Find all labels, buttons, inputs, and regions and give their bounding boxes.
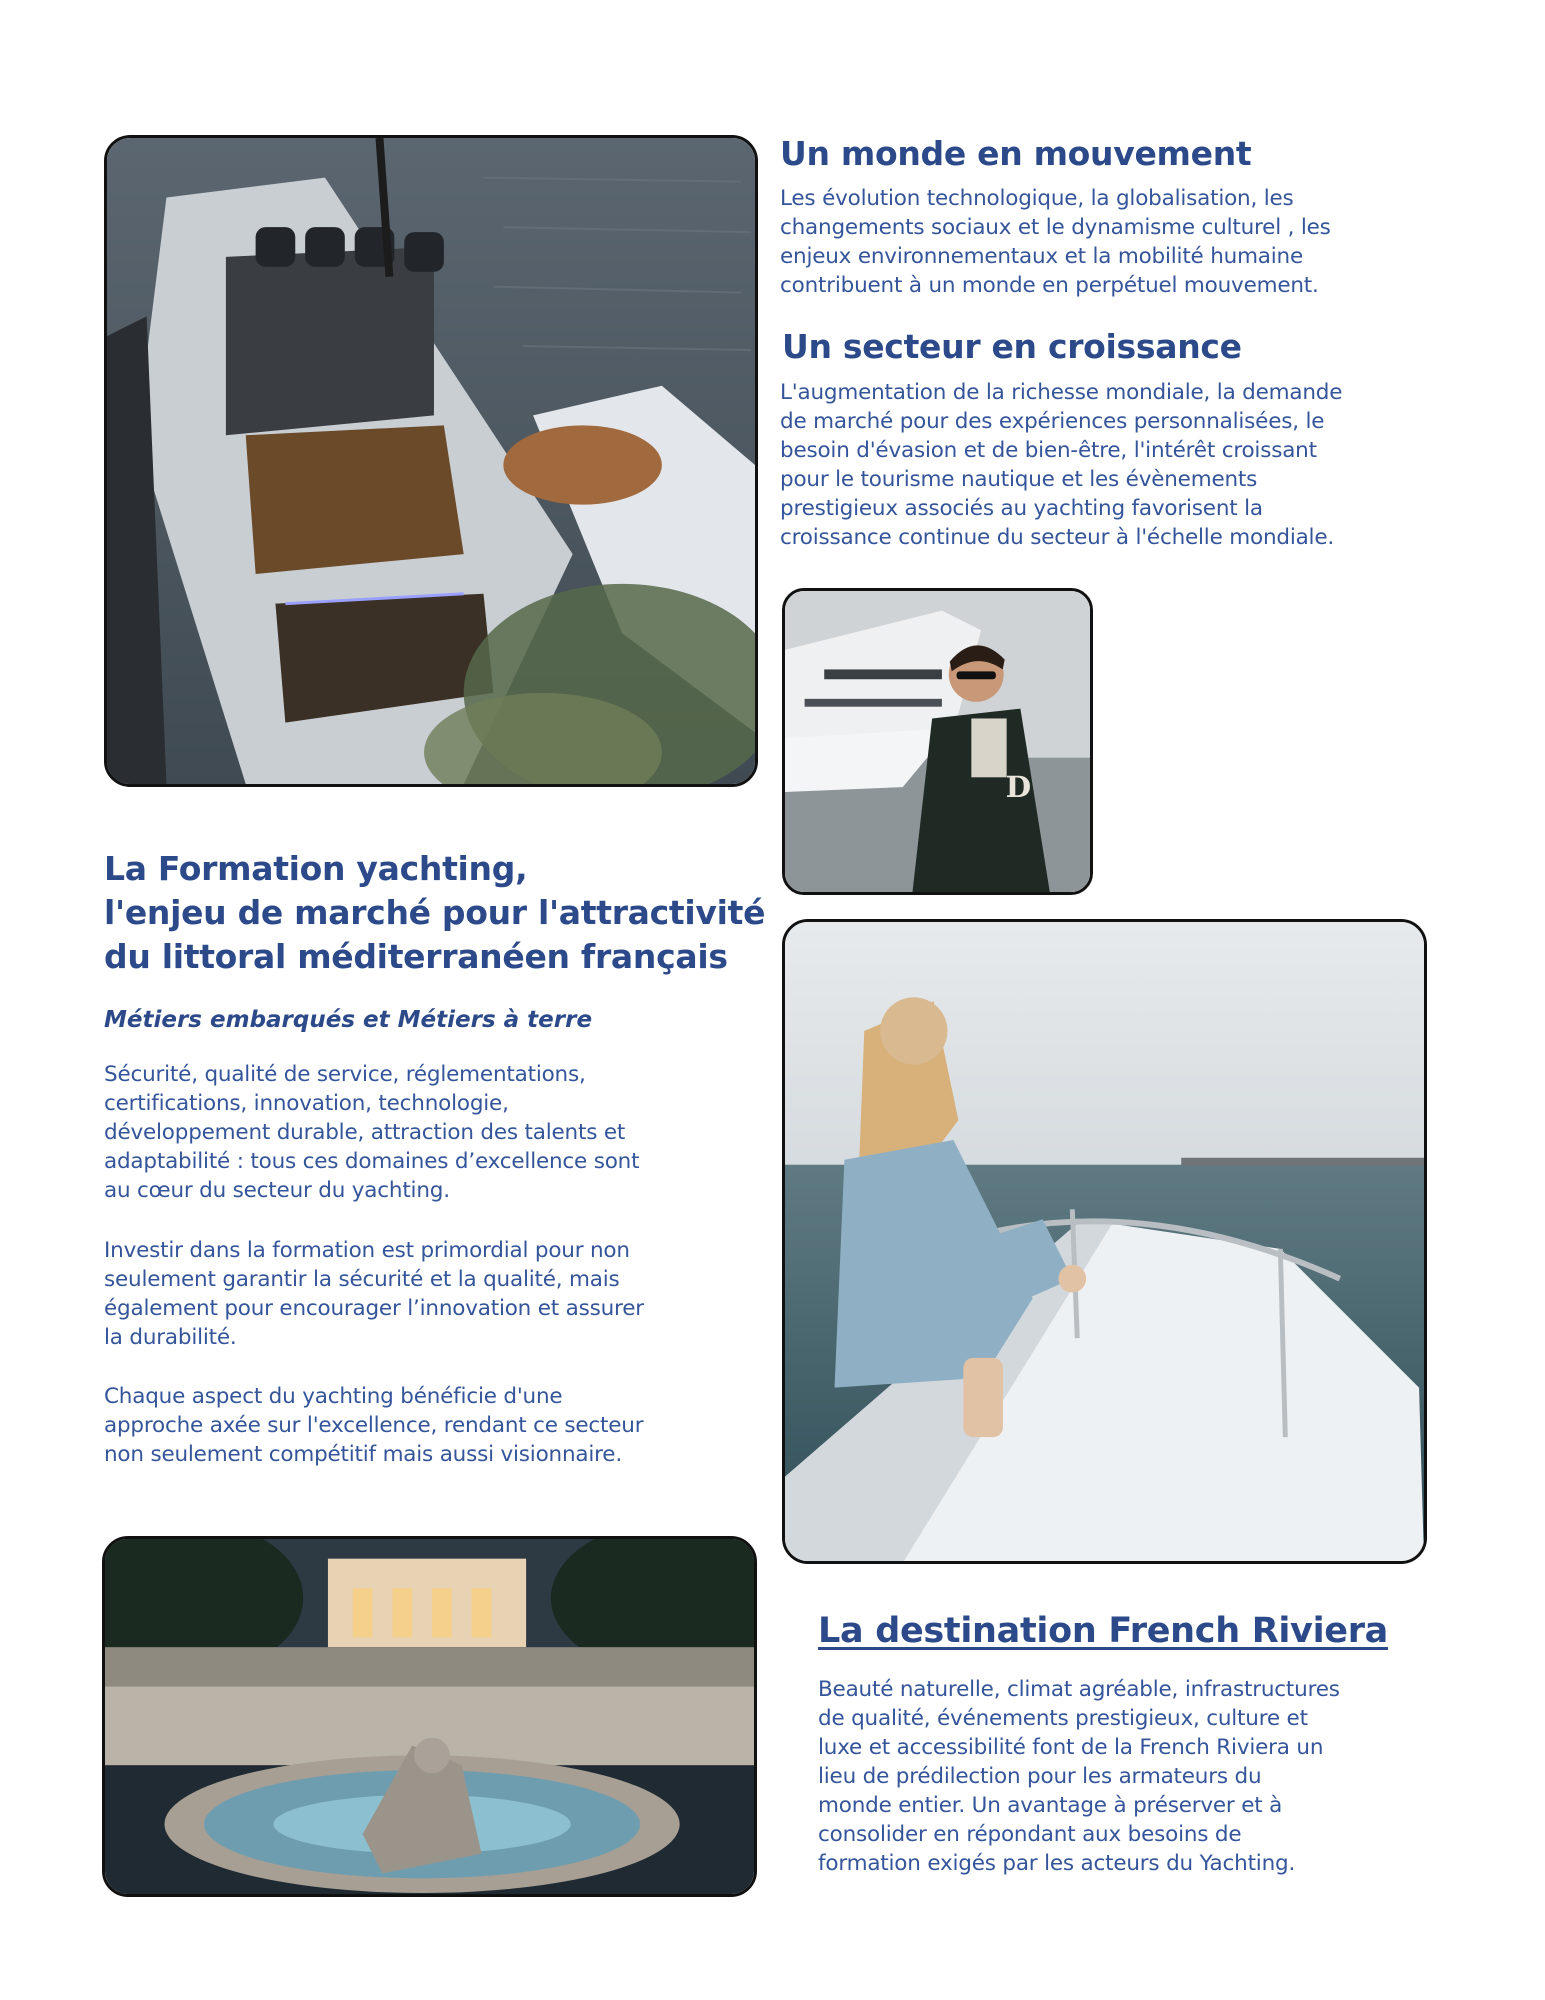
formation-line: Chaque aspect du yachting bénéficie d'une: [104, 1384, 563, 1409]
formation-line: non seulement compétitif mais aussi visionnaire.: [104, 1442, 622, 1467]
riviera-line: luxe et accessibilité font de la French Riviera un: [818, 1735, 1324, 1760]
monde-paragraph: [780, 184, 1331, 300]
formation-title: [104, 847, 765, 979]
formation-line: Sécurité, qualité de service, réglementations,: [104, 1062, 586, 1087]
formation-paragraph-1: [104, 1060, 639, 1205]
monde-line: enjeux environnementaux et la mobilité humaine: [780, 244, 1304, 269]
formation-line: également pour encourager l’innovation et assurer: [104, 1296, 644, 1321]
formation-line: seulement garantir la sécurité et la qualité, mais: [104, 1267, 620, 1292]
riviera-paragraph: [818, 1675, 1340, 1878]
riviera-line: Beauté naturelle, climat agréable, infrastructures: [818, 1677, 1340, 1702]
formation-paragraph-3: [104, 1382, 643, 1469]
riviera-line: consolider en répondant aux besoins de: [818, 1822, 1242, 1847]
woman-boat-photo: [782, 919, 1427, 1564]
yacht-photo: [104, 135, 758, 787]
riviera-line: lieu de prédilection pour les armateurs du: [818, 1764, 1262, 1789]
formation-subtitle: Métiers embarqués et Métiers à terre: [104, 1007, 593, 1033]
monde-title: Un monde en mouvement: [780, 134, 1252, 173]
formation-line: approche axée sur l'excellence, rendant ce secteur: [104, 1413, 644, 1438]
formation-line: certifications, innovation, technologie,: [104, 1091, 509, 1116]
man-marina-photo: [782, 588, 1093, 895]
formation-line: la durabilité.: [104, 1325, 237, 1350]
formation-line: Investir dans la formation est primordial pour non: [104, 1238, 630, 1263]
secteur-line: L'augmentation de la richesse mondiale, la demande: [780, 380, 1343, 405]
riviera-line: monde entier. Un avantage à préserver et à: [818, 1793, 1283, 1818]
riviera-line: formation exigés par les acteurs du Yachting.: [818, 1851, 1296, 1876]
secteur-paragraph: [780, 378, 1342, 552]
formation-title-line: l'enjeu de marché pour l'attractivité: [104, 893, 766, 932]
monde-line: Les évolution technologique, la globalisation, les: [780, 186, 1294, 211]
riviera-line: de qualité, événements prestigieux, culture et: [818, 1706, 1308, 1731]
monde-line: changements sociaux et le dynamisme culturel , les: [780, 215, 1331, 240]
secteur-line: prestigieux associés au yachting favorisent la: [780, 496, 1263, 521]
villa-fountain-photo: [102, 1536, 757, 1897]
formation-title-line: La Formation yachting,: [104, 849, 528, 888]
formation-paragraph-2: [104, 1236, 644, 1352]
secteur-line: besoin d'évasion et de bien-être, l'intérêt croissant: [780, 438, 1317, 463]
secteur-line: croissance continue du secteur à l'échelle mondiale.: [780, 525, 1334, 550]
secteur-title: Un secteur en croissance: [782, 327, 1242, 366]
svg-text:D: D: [1005, 768, 1032, 804]
formation-line: adaptabilité : tous ces domaines d’excellence sont: [104, 1149, 640, 1174]
riviera-title: La destination French Riviera: [818, 1611, 1388, 1651]
secteur-line: de marché pour des expériences personnalisées, le: [780, 409, 1325, 434]
secteur-line: pour le tourisme nautique et les évènements: [780, 467, 1258, 492]
formation-title-line: du littoral méditerranéen français: [104, 937, 728, 976]
formation-line: au cœur du secteur du yachting.: [104, 1178, 450, 1203]
formation-line: développement durable, attraction des talents et: [104, 1120, 626, 1145]
monde-line: contribuent à un monde en perpétuel mouvement.: [780, 273, 1319, 298]
